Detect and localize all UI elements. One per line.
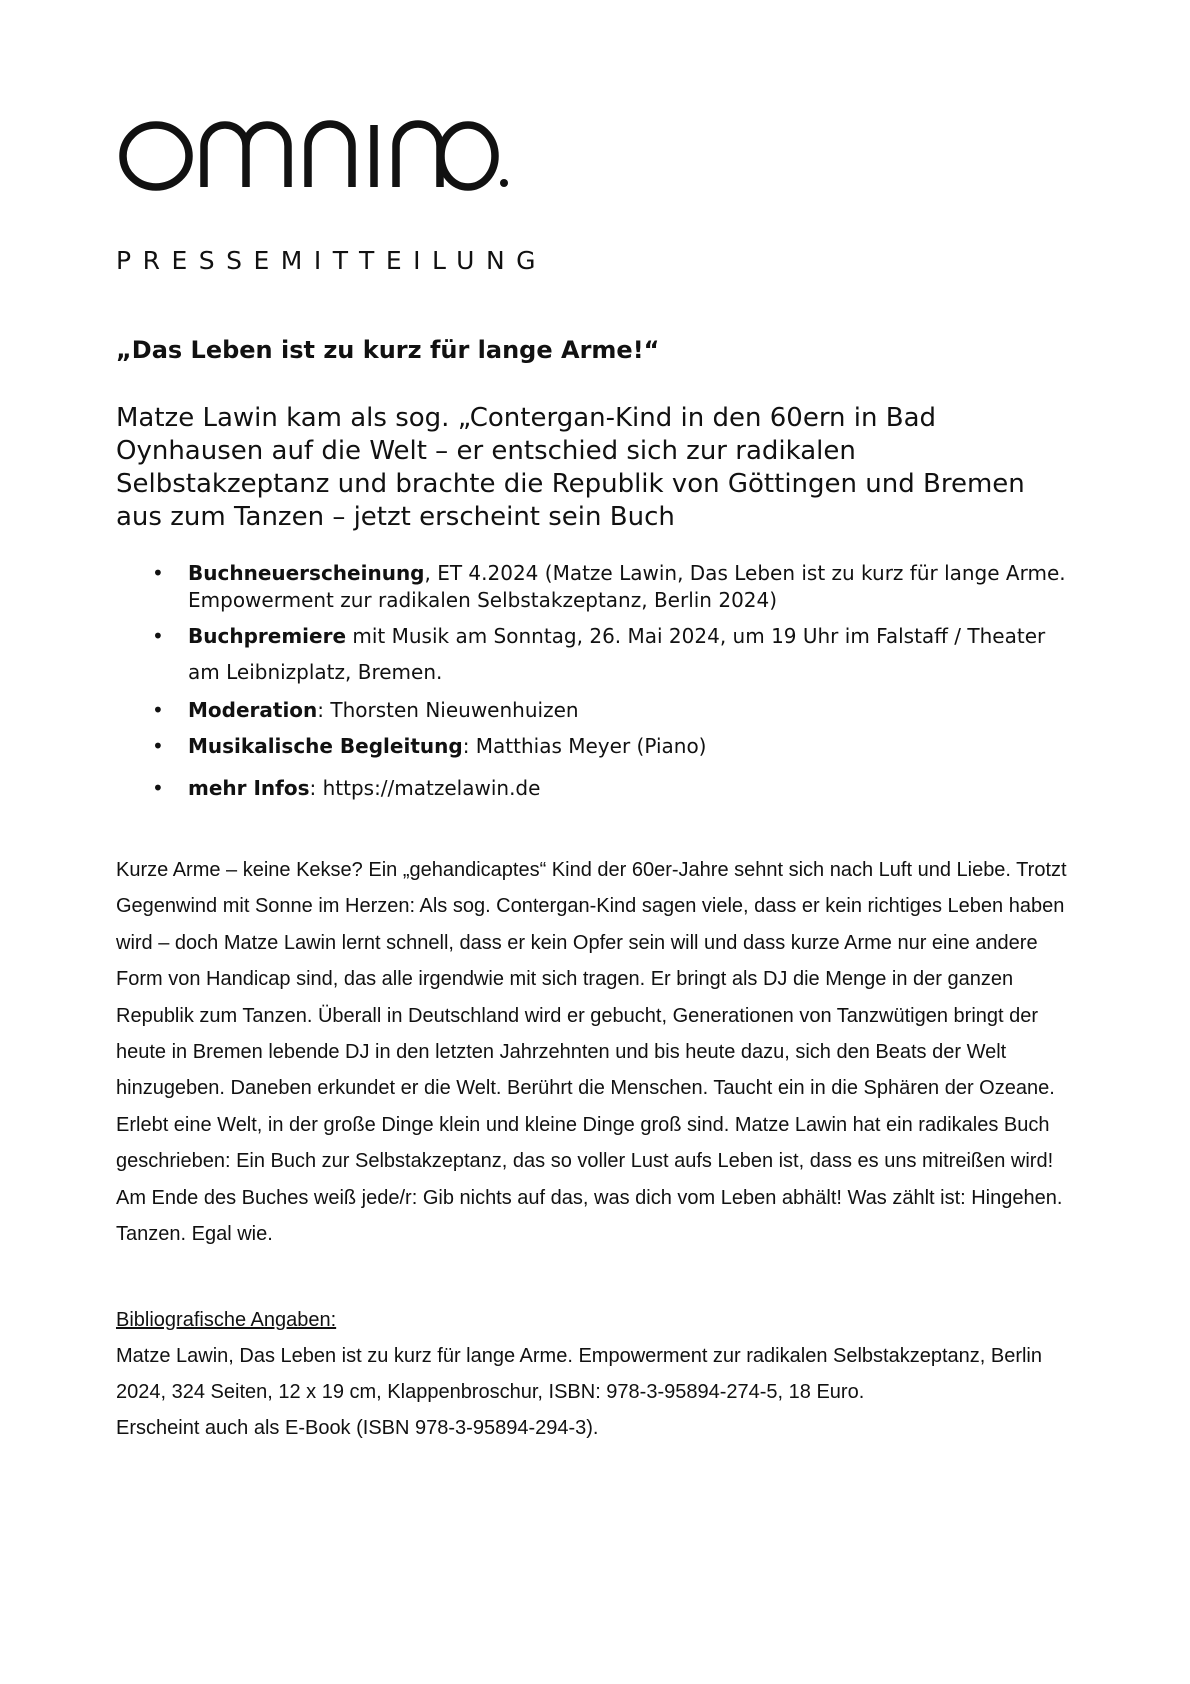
omnino-logo [118,116,508,196]
fact-text-link[interactable]: : https://matzelawin.de [309,776,541,800]
fact-label: Buchpremiere [188,624,347,648]
body-paragraph: Kurze Arme – keine Kekse? Ein „gehandicaptes“ Kind der 60er-Jahre sehnt sich nach Luft und Liebe. Trotzt Gegenwind mit Sonne im Herzen: Als sog. Contergan-Kind sagen viele, dass er kein richtiges Leben haben wird – doch Matze Lawin lernt schnell, dass er kein Opfer sein will und dass kurze Arme nur eine andere Form von Handicap sind, das alle irgendwie mit sich tragen. Er bringt als DJ die Menge in der ganzen Republik zum Tanzen. Überall in Deutschland wird er gebucht, Generationen von Tanzwütigen bringt der heute in Bremen lebende DJ in den letzten Jahrzehnten und bis heute dazu, sich den Beats der Welt hinzugeben. Daneben erkundet er die Welt. Berührt die Menschen. Taucht ein in die Sphären der Ozeane. Erlebt eine Welt, in der große Dinge klein und kleine Dinge groß sind. Matze Lawin hat ein radikales Buch geschrieben: Ein Buch zur Selbstakzeptanz, das so voller Lust aufs Leben ist, dass es uns mitreißen wird! Am Ende des Buches weiß jede/r: Gib nichts auf das, was dich vom Leben abhält! Was zählt ist: Hingehen. Tanzen. Egal wie. [116,859,1067,1246]
fact-item-buchpremiere: • Buchpremiere mit Musik am Sonntag, 26. Mai 2024, um 19 Uhr im Falstaff / Theater am Leibnizplatz, Bremen. [152,624,1046,684]
fact-label: Moderation [188,698,318,722]
fact-item-infos: • mehr Infos: https://matzelawin.de [152,776,541,800]
press-release-kicker: PRESSEMITTEILUNG [116,246,548,275]
fact-item-musik: • Musikalische Begleitung: Matthias Meyer (Piano) [152,734,707,758]
bibliography-text: Matze Lawin, Das Leben ist zu kurz für lange Arme. Empowerment zur radikalen Selbstakzeptanz, Berlin 2024, 324 Seiten, 12 x 19 cm, Klappenbroschur, ISBN: 978-3-95894-274-5, 18 Euro. [116,1345,1042,1403]
subheadline: Matze Lawin kam als sog. „Contergan-Kind in den 60ern in Bad Oynhausen auf die Welt – er entschied sich zur radikalen Selbstakzeptanz und brachte die Republik von Göttingen und Bremen aus zum Tanzen – jetzt erscheint sein Buch [116,403,1025,532]
fact-text: mit Musik am Sonntag, 26. Mai 2024, um 19 Uhr im Falstaff / Theater am Leibnizplatz, Bremen. [188,624,1046,684]
fact-text: , ET 4.2024 (Matze Lawin, Das Leben ist zu kurz für lange Arme. Empowerment zur radikalen Selbstakzeptanz, Berlin 2024) [188,561,1066,612]
fact-text: : Matthias Meyer (Piano) [462,734,707,758]
fact-text: : Thorsten Nieuwenhuizen [317,698,579,722]
bibliography [116,1302,1086,1446]
bibliography-ebook: Erscheint auch als E-Book (ISBN 978-3-95894-294-3). [116,1417,599,1439]
headline: „Das Leben ist zu kurz für lange Arme!“ [116,336,660,364]
fact-label: Musikalische Begleitung [188,734,463,758]
bibliography-heading: Bibliografische Angaben: [116,1309,337,1331]
fact-item-buchneuerscheinung: • Buchneuerscheinung, ET 4.2024 (Matze Lawin, Das Leben ist zu kurz für lange Arme. Empowerment zur radikalen Selbstakzeptanz, Berlin 2024) [152,561,1066,612]
fact-label: mehr Infos [188,776,310,800]
fact-label: Buchneuerscheinung [188,561,425,585]
fact-list [116,560,1076,806]
fact-item-moderation: • Moderation: Thorsten Nieuwenhuizen [152,698,579,722]
